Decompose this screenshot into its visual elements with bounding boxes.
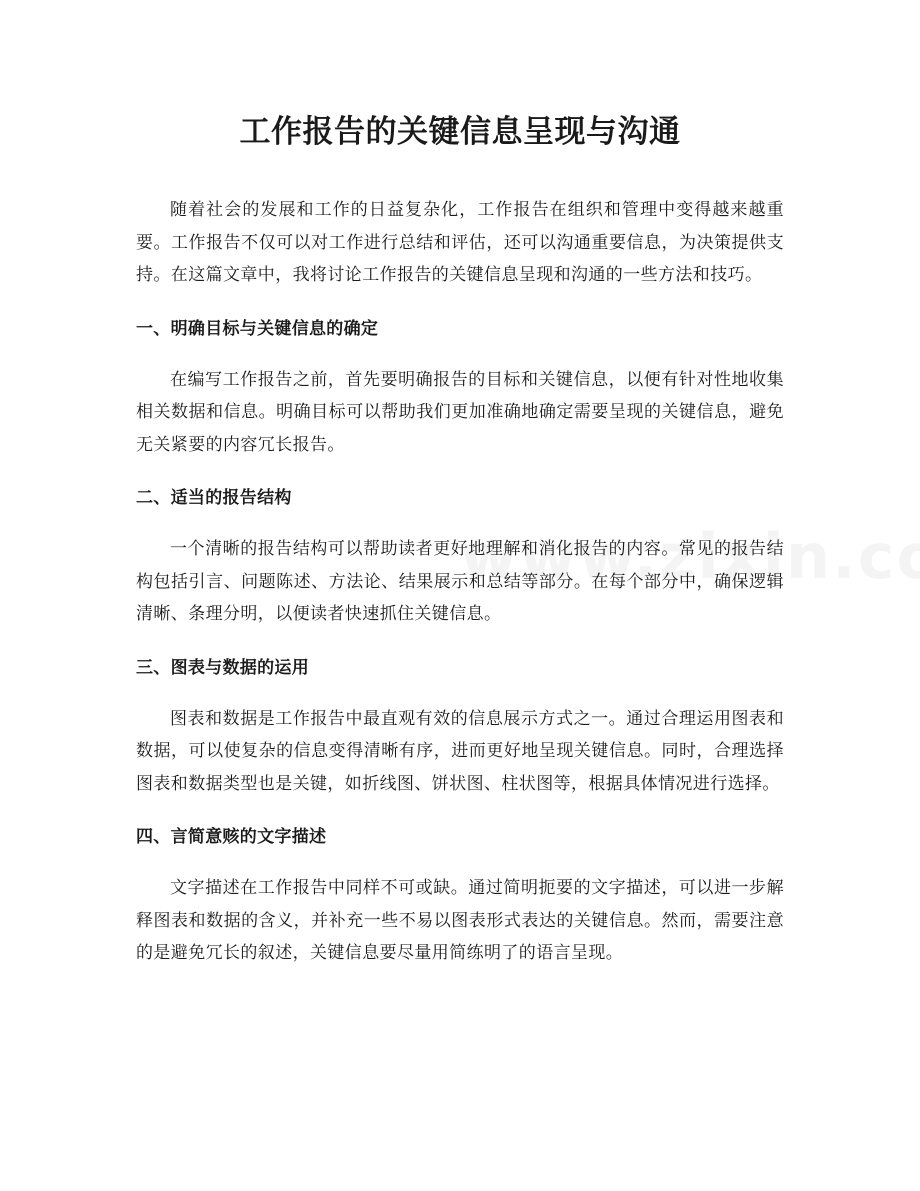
- section-heading-2: 二、适当的报告结构: [136, 488, 292, 508]
- section-heading-4: 四、言简意赅的文字描述: [136, 827, 327, 847]
- section-heading-1: 一、明确目标与关键信息的确定: [136, 318, 379, 339]
- document-title: 工作报告的关键信息呈现与沟通: [239, 114, 681, 150]
- section-paragraph-2: 一个清晰的报告结构可以帮助读者更好地理解和消化报告的内容。常见的报告结构包括引言、问题陈述、方法论、结果展示和总结等部分。在每个部分中，确保逻辑清晰、条理分明，以便读者快速抓住关键信息。: [136, 539, 784, 624]
- section-paragraph-3: 图表和数据是工作报告中最直观有效的信息展示方式之一。通过合理运用图表和数据，可以使复杂的信息变得清晰有序，进而更好地呈现关键信息。同时，合理选择图表和数据类型也是关键，如折线图、饼状图、柱状图等，根据具体情况进行选择。: [136, 708, 784, 794]
- section-paragraph-1: 在编写工作报告之前，首先要明确报告的目标和关键信息，以便有针对性地收集相关数据和信息。明确目标可以帮助我们更加准确地确定需要呈现的关键信息，避免无关紧要的内容冗长报告。: [136, 369, 784, 455]
- section-paragraph-4: 文字描述在工作报告中同样不可或缺。通过简明扼要的文字描述，可以进一步解释图表和数据的含义，并补充一些不易以图表形式表达的关键信息。然而，需要注意的是避免冗长的叙述，关键信息要尽量用简练明了的语言呈现。: [136, 878, 784, 963]
- section-heading-3: 三、图表与数据的运用: [136, 657, 309, 678]
- intro-paragraph: 随着社会的发展和工作的日益复杂化，工作报告在组织和管理中变得越来越重要。工作报告不仅可以对工作进行总结和评估，还可以沟通重要信息，为决策提供支持。在这篇文章中，我将讨论工作报告的关键信息呈现和沟通的一些方法和技巧。: [136, 200, 784, 285]
